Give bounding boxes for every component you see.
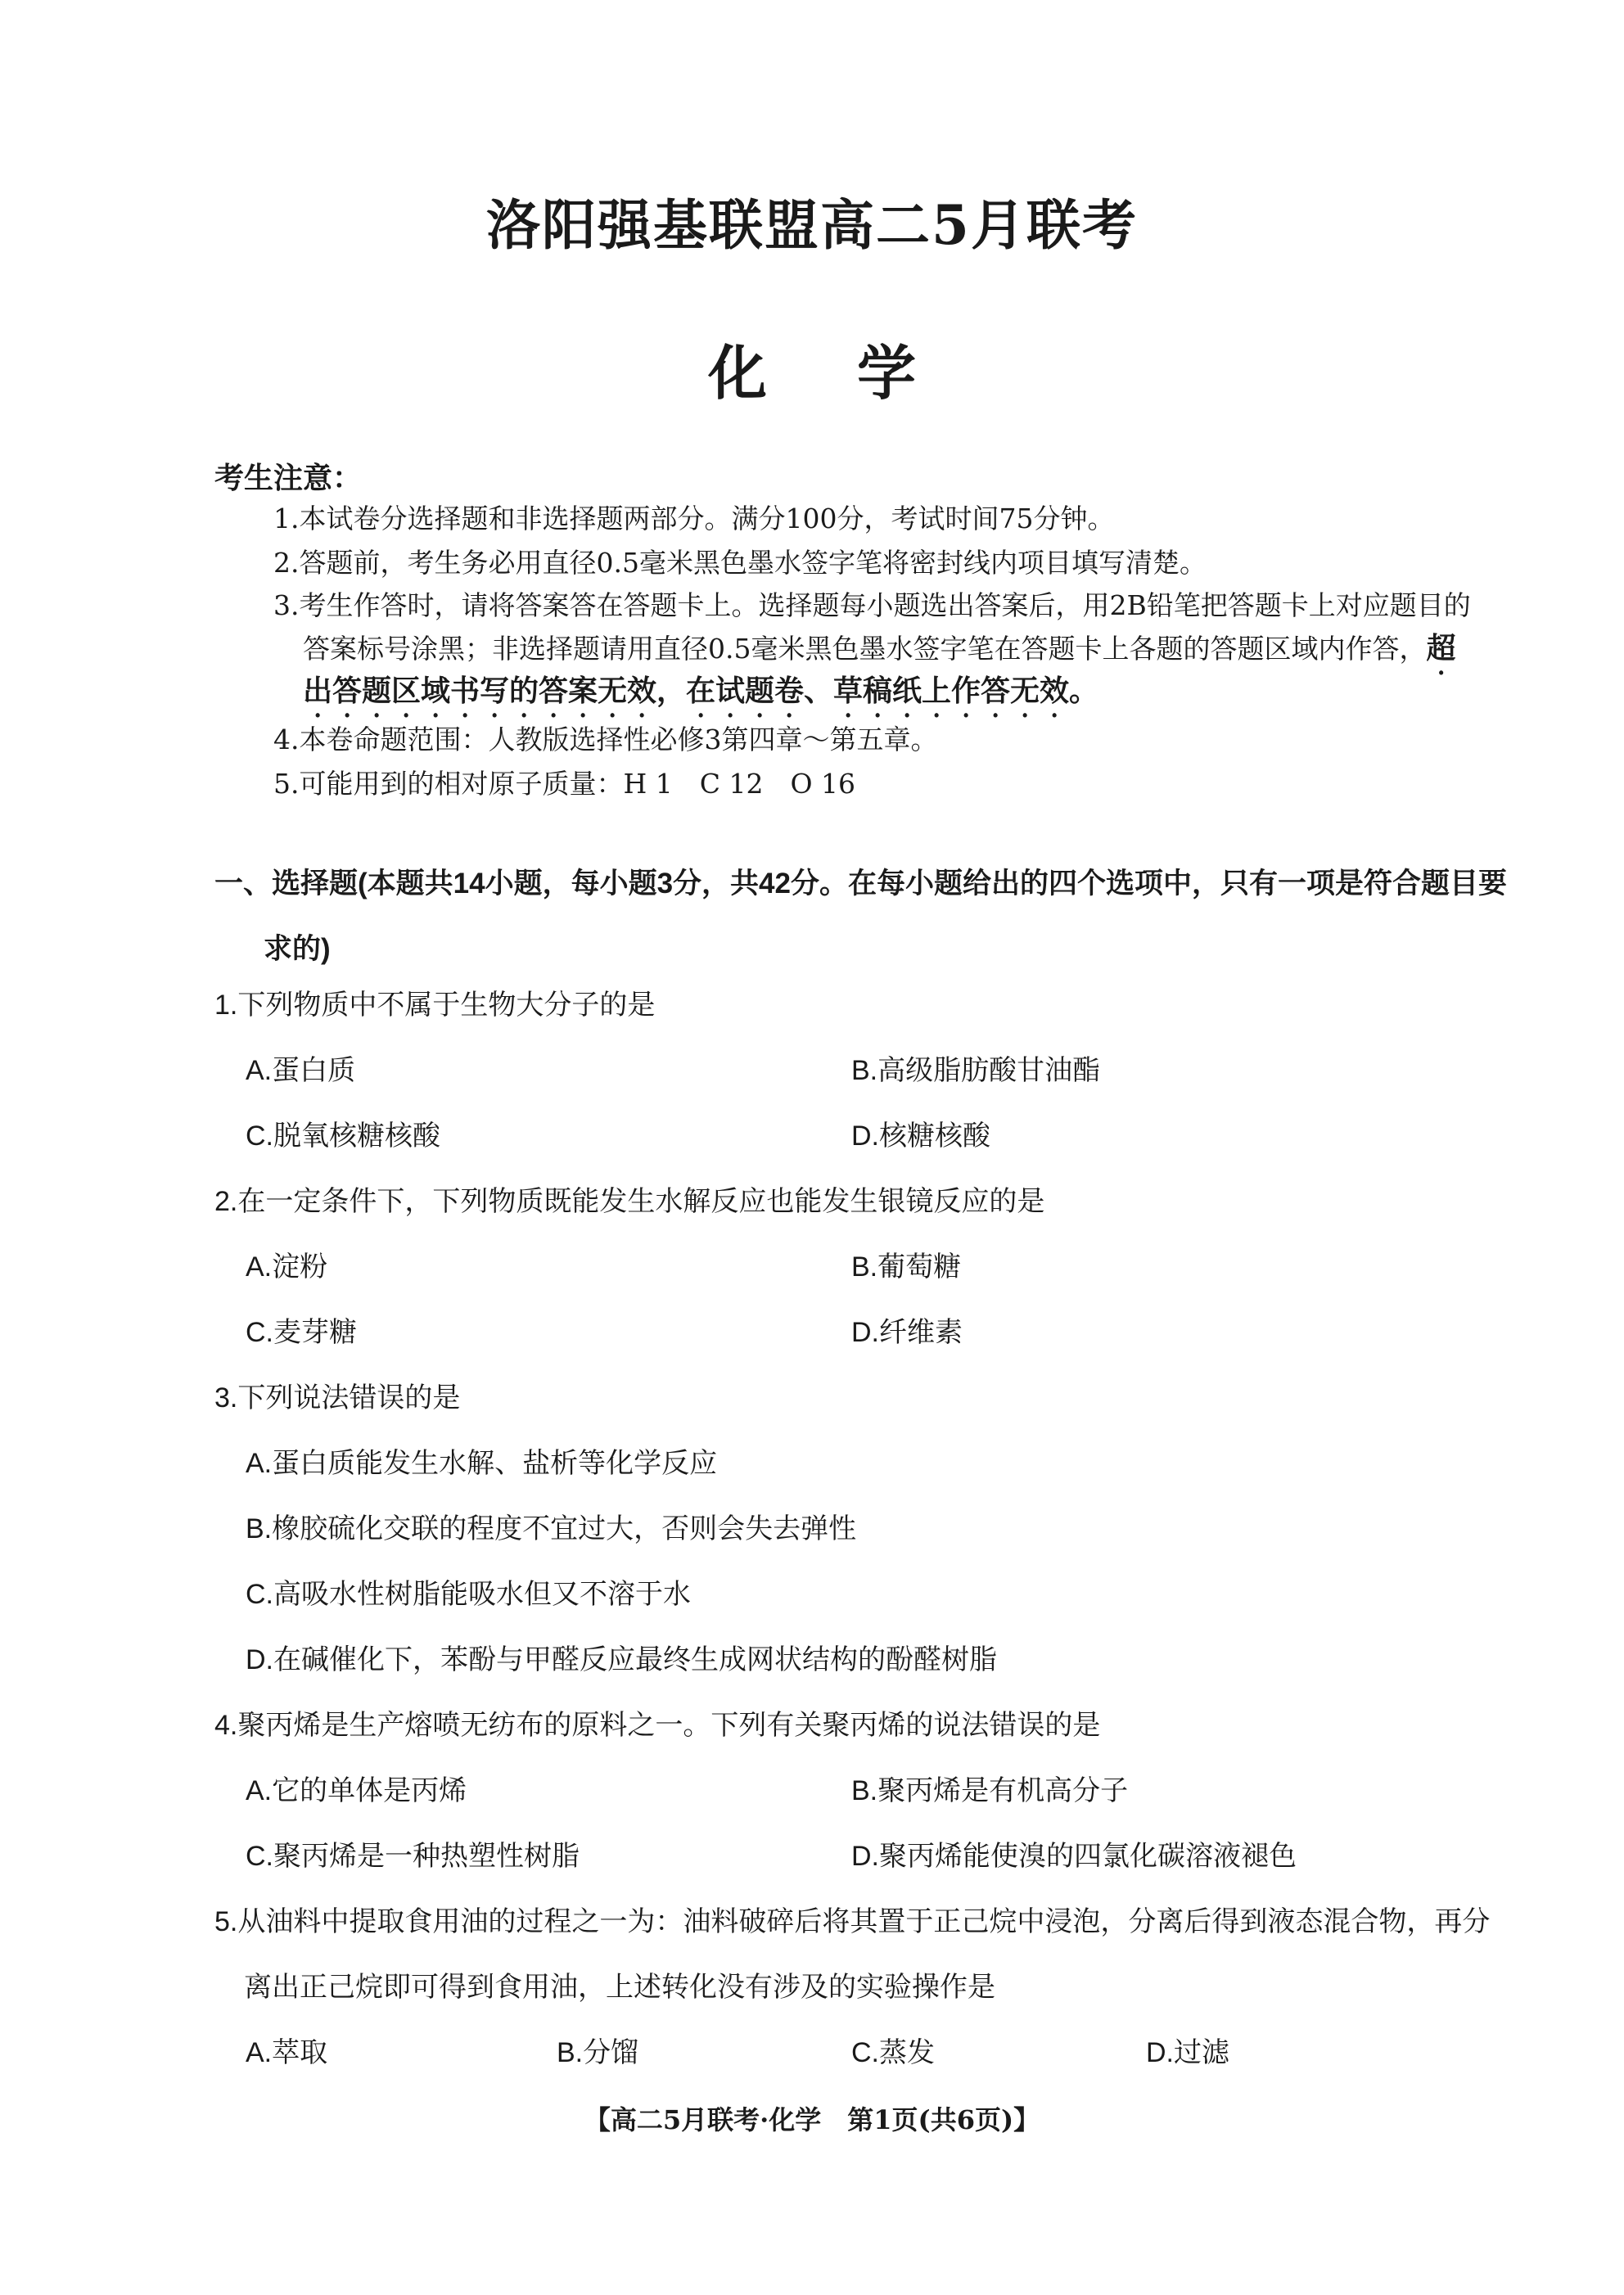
section-heading-line-1: 一、选择题(本题共14小题，每小题3分，共42分。在每小题给出的四个选项中，只有一项是符合题目要 [214,868,1507,900]
notice-item-3-line-1: 3.考生作答时，请将答案答在答题卡上。选择题每小题选出答案后，用2B铅笔把答题卡上对应题目的 [273,589,1471,621]
notice-item-3-line-3 [273,671,1501,714]
question-5-option-a: A.萃取 [246,2037,328,2068]
question-4-option-b: B.聚丙烯是有机高分子 [851,1775,1129,1806]
section-heading-line-2: 求的) [264,933,331,965]
question-4-stem: 4.聚丙烯是生产熔喷无纺布的原料之一。下列有关聚丙烯的说法错误的是 [214,1710,1101,1741]
notice-item-4: 4.本卷命题范围：人教版选择性必修3第四章～第五章。 [273,724,938,755]
notice-heading: 考生注意： [214,461,363,495]
notice-item-3-emphasis-b: 出答题区域书写的答案无效，在试题卷、草稿纸上作答无效。 [303,674,1099,707]
subject-title: 化学 [707,338,1006,408]
notice-item-5: 5.可能用到的相对原子质量：H 1 C 12 O 16 [273,768,856,800]
question-5-option-c: C.蒸发 [851,2037,935,2068]
question-4-option-c: C.聚丙烯是一种热塑性树脂 [246,1841,580,1872]
question-1-option-c: C.脱氧核糖核酸 [246,1120,440,1152]
question-2-option-a: A.淀粉 [246,1251,328,1283]
notice-item-2: 2.答题前，考生务必用直径0.5毫米黑色墨水签字笔将密封线内项目填写清楚。 [273,547,1207,579]
notice-item-3 [273,586,1501,714]
question-4-option-d: D.聚丙烯能使溴的四氯化碳溶液褪色 [851,1841,1297,1872]
notice-item-1: 1.本试卷分选择题和非选择题两部分。满分100分，考试时间75分钟。 [273,503,1115,534]
question-3-stem: 3.下列说法错误的是 [214,1382,461,1414]
question-3-option-b: B.橡胶硫化交联的程度不宜过大，否则会失去弹性 [246,1513,857,1544]
question-2-option-d: D.纤维素 [851,1317,963,1348]
question-1-option-d: D.核糖核酸 [851,1120,990,1152]
notice-item-3-line-2 [273,629,1501,671]
question-3-option-c: C.高吸水性树脂能吸水但又不溶于水 [246,1579,691,1610]
question-1-option-b: B.高级脂肪酸甘油酯 [851,1055,1101,1086]
question-5-option-b: B.分馏 [557,2037,639,2068]
question-2-stem: 2.在一定条件下，下列物质既能发生水解反应也能发生银镜反应的是 [214,1186,1045,1217]
question-1-option-a: A.蛋白质 [246,1055,356,1086]
question-3-option-d: D.在碱催化下，苯酚与甲醛反应最终生成网状结构的酚醛树脂 [246,1644,997,1675]
question-2-option-b: B.葡萄糖 [851,1251,962,1283]
question-5-option-d: D.过滤 [1146,2037,1229,2068]
section-heading [214,851,1524,982]
notice-item-3-emphasis-a: 超 [1426,631,1456,665]
question-5-stem-line-2: 离出正己烷即可得到食用油，上述转化没有涉及的实验操作是 [244,1972,995,2003]
question-2-option-c: C.麦芽糖 [246,1317,357,1348]
question-5-stem [214,1902,1524,2007]
question-4-option-a: A.它的单体是丙烯 [246,1775,467,1806]
page-footer: 【高二5月联考·化学 第1页(共6页)】 [584,2104,1040,2135]
question-5-stem-line-1: 5.从油料中提取食用油的过程之一为：油料破碎后将其置于正己烷中浸泡，分离后得到液态混合物，再分 [214,1906,1491,1937]
exam-title: 洛阳强基联盟高二5月联考 [486,193,1138,257]
notice-item-3-line-2-text: 答案标号涂黑；非选择题请用直径0.5毫米黑色墨水签字笔在答题卡上各题的答题区域内作答， [303,633,1427,665]
question-1-stem: 1.下列物质中不属于生物大分子的是 [214,990,656,1021]
question-3-option-a: A.蛋白质能发生水解、盐析等化学反应 [246,1448,718,1479]
